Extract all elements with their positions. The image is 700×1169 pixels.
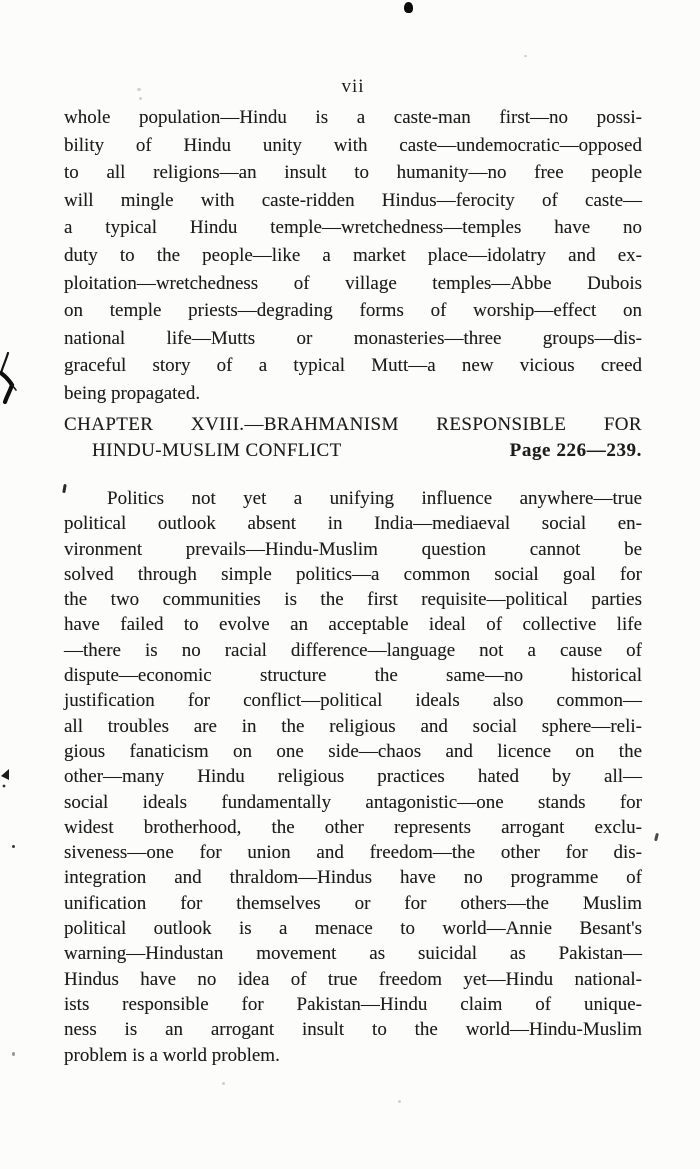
chapter-heading xyxy=(64,412,642,464)
chapter-title-continuation: HINDU-MUSLIM CONFLICT xyxy=(92,440,342,461)
page-number: vii xyxy=(341,76,365,97)
text-line: duty to the people—like a market place—idolatry and ex- xyxy=(64,244,642,266)
text-line: graceful story of a typical Mutt—a new vicious creed xyxy=(64,355,642,377)
text-line: problem is a world problem. xyxy=(64,1044,280,1066)
chapter-page-range: Page 226—239. xyxy=(509,440,642,461)
text-line: whole population—Hindu is a caste-man first—no possi- xyxy=(64,107,642,128)
text-line: Politics not yet a unifying influence anywhere—true xyxy=(107,488,642,509)
text-line: —there is no racial difference—language not a cause of xyxy=(64,639,642,661)
ink-blot-artifact xyxy=(0,352,20,412)
paper-speck xyxy=(222,1082,225,1085)
text-line: being propagated. xyxy=(64,382,201,404)
ink-speck xyxy=(12,845,15,848)
text-line: national life—Mutts or monasteries—three groups—dis- xyxy=(64,327,642,349)
ink-dot-artifact xyxy=(404,2,413,13)
text-line: will mingle with caste-ridden Hindus—ferocity of caste— xyxy=(64,189,642,211)
text-line: other—many Hindu religious practices hated by all— xyxy=(64,766,642,788)
text-line: on temple priests—degrading forms of worship—effect on xyxy=(64,300,642,322)
chapter-title-line2 xyxy=(64,438,642,464)
paper-speck xyxy=(139,97,142,100)
text-line: justification for conflict—political ideals also common— xyxy=(64,690,642,712)
ink-speck-left-margin xyxy=(0,768,12,790)
text-line: social ideals fundamentally antagonistic—one stands for xyxy=(64,791,642,813)
text-line: have failed to evolve an acceptable ideal of collective life xyxy=(64,614,642,636)
stray-mark-right-margin xyxy=(654,833,658,841)
text-line: a typical Hindu temple—wretchedness—temples have no xyxy=(64,217,642,239)
text-line: the two communities is the first requisite—political parties xyxy=(64,589,642,611)
text-line: political outlook is a menace to world—Annie Besant's xyxy=(64,918,642,940)
text-line: political outlook absent in India—mediaeval social en- xyxy=(64,513,642,535)
text-line: widest brotherhood, the other represents arrogant exclu- xyxy=(64,816,642,838)
paper-speck xyxy=(12,1052,15,1056)
text-line: to all religions—an insult to humanity—no free people xyxy=(64,162,642,184)
summary-paragraph-chapter17 xyxy=(64,104,642,408)
text-line: all troubles are in the religious and social sphere—reli- xyxy=(64,715,642,737)
text-line: integration and thraldom—Hindus have no programme of xyxy=(64,867,642,889)
text-line: gious fanaticism on one side—chaos and licence on the xyxy=(64,740,642,762)
text-line: ness is an arrogant insult to the world—Hindu-Muslim xyxy=(64,1019,642,1041)
text-line: ists responsible for Pakistan—Hindu claim of unique- xyxy=(64,993,642,1015)
text-line: warning—Hindustan movement as suicidal as Pakistan— xyxy=(64,943,642,965)
text-line: solved through simple politics—a common social goal for xyxy=(64,563,642,585)
paper-speck xyxy=(137,88,141,91)
text-line: dispute—economic structure the same—no historical xyxy=(64,665,642,687)
text-line: ploitation—wretchedness of village temples—Abbe Dubois xyxy=(64,272,642,294)
text-line: siveness—one for union and freedom—the other for dis- xyxy=(64,842,642,864)
chapter-title-line1: CHAPTER XVIII.—BRAHMANISM RESPONSIBLE FOR xyxy=(64,414,642,435)
summary-paragraph-chapter18 xyxy=(64,486,642,1068)
paper-speck xyxy=(524,55,527,57)
text-line: bility of Hindu unity with caste—undemocratic—opposed xyxy=(64,134,642,156)
text-line: vironment prevails—Hindu-Muslim question cannot be xyxy=(64,538,642,560)
paper-speck xyxy=(398,1100,401,1103)
text-line: unification for themselves or for others—the Muslim xyxy=(64,892,642,914)
text-line: Hindus have no idea of true freedom yet—Hindu national- xyxy=(64,968,642,990)
